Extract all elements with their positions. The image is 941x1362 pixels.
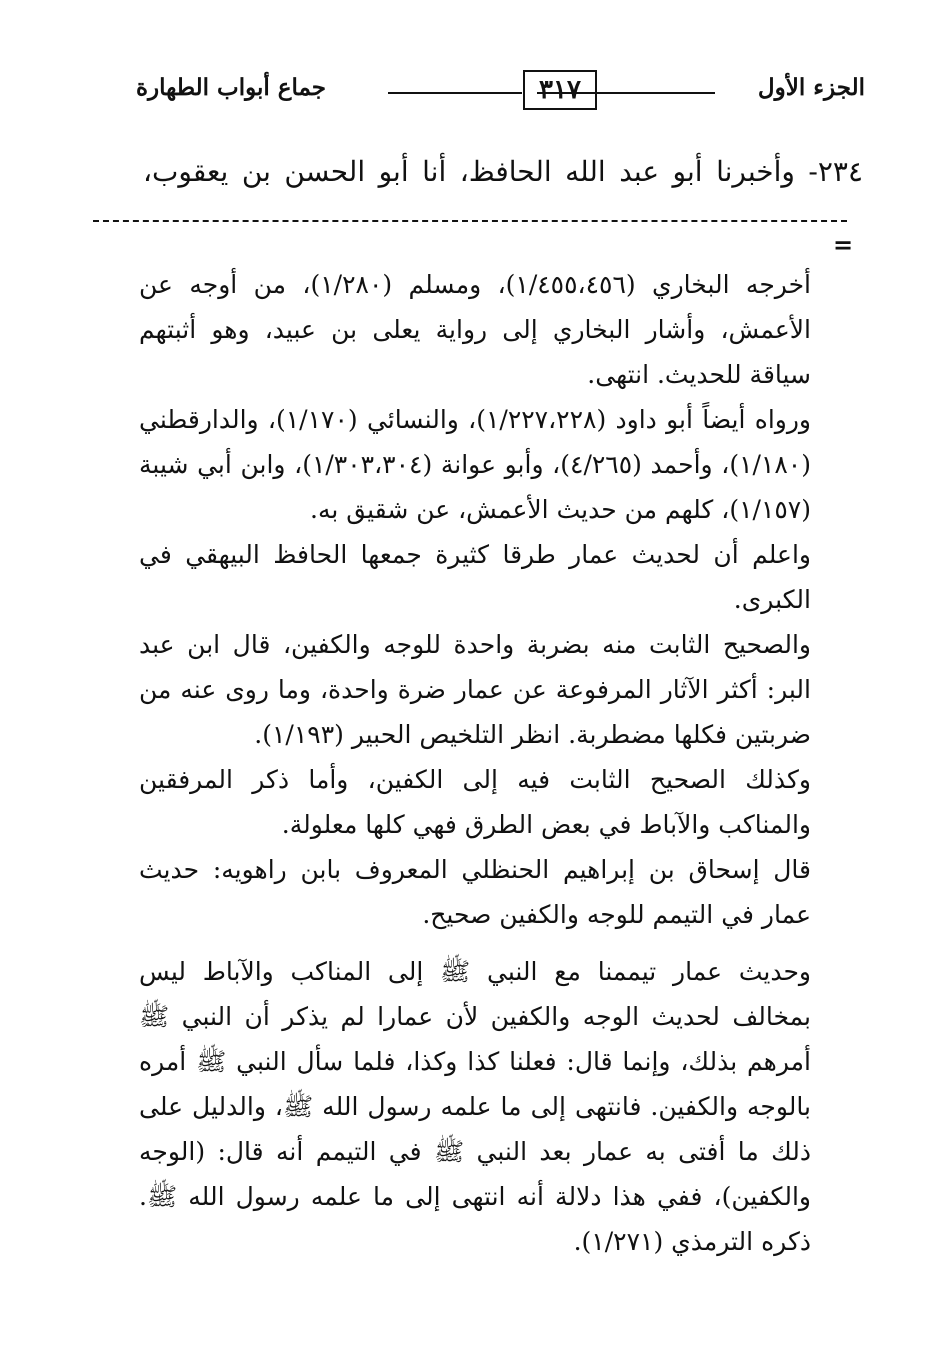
volume-title: الجزء الأول: [757, 74, 865, 101]
footnote-paragraph: وحديث عمار تيممنا مع النبي ﷺ إلى المناكب والآباط ليس بمخالف لحديث الوجه والكفين لأن عمارا لم يذكر أن النبي ﷺ أمرهم بذلك، وإنما قال: فعلنا كذا وكذا، فلما سأل النبي ﷺ أمره بالوجه والكفين. فانتهى إلى ما علمه رسول الله ﷺ، والدليل على ذلك ما أفتى به عمار بعد النبي ﷺ في التيمم أنه قال: (الوجه والكفين)، ففي هذا دلالة أنه انتهى إلى ما علمه رسول الله ﷺ. ذكره الترمذي (١/٢٧١).: [139, 957, 811, 1256]
footnote-paragraph: ورواه أيضاً أبو داود (١/٢٢٧،٢٢٨)، والنسائي (١/١٧٠)، والدارقطني (١/١٨٠)، وأحمد (٤/٢٦٥)، وأبو عوانة (١/٣٠٣،٣٠٤)، وابن أبي شيبة (١/١٥٧)، كلهم من حديث الأعمش، عن شقيق به.: [139, 405, 811, 524]
footnote-paragraph: أخرجه البخاري (١/٤٥٥،٤٥٦)، ومسلم (١/٢٨٠)، من أوجه عن الأعمش، وأشار البخاري إلى رواية يعلى بن عبيد، وهو أثبتهم سياقة للحديث. انتهى.: [139, 270, 811, 389]
chapter-title: جماع أبواب الطهارة: [136, 74, 327, 101]
footnote-continuation-marker: =: [833, 230, 854, 259]
running-header: [60, 70, 865, 120]
footnote-paragraph: والصحيح الثابت منه بضربة واحدة للوجه والكفين، قال ابن عبد البر: أكثر الآثار المرفوعة عن عمار ضرة واحدة، وما روى عنه من ضربتين فكلها مضطربة. انظر التلخيص الحبير (١/١٩٣).: [139, 630, 811, 749]
footnote-separator: [93, 220, 847, 222]
footnote-paragraph: وكذلك الصحيح الثابت فيه إلى الكفين، وأما ذكر المرفقين والمناكب والآباط في بعض الطرق فهي كلها معلولة.: [139, 765, 811, 839]
page-number: ٣١٧: [523, 70, 597, 110]
footnotes: [139, 262, 811, 1264]
footnote-paragraph: قال إسحاق بن إبراهيم الحنظلي المعروف بابن راهويه: حديث عمار في التيمم للوجه والكفين صحيح.: [139, 855, 811, 929]
hadith-text: ٢٣٤- وأخبرنا أبو عبد الله الحافظ، أنا أبو الحسن بن يعقوب،: [143, 155, 863, 188]
header-rule-left: [388, 92, 522, 94]
footnote-paragraph: واعلم أن لحديث عمار طرقا كثيرة جمعها الحافظ البيهقي في الكبرى.: [139, 540, 811, 614]
